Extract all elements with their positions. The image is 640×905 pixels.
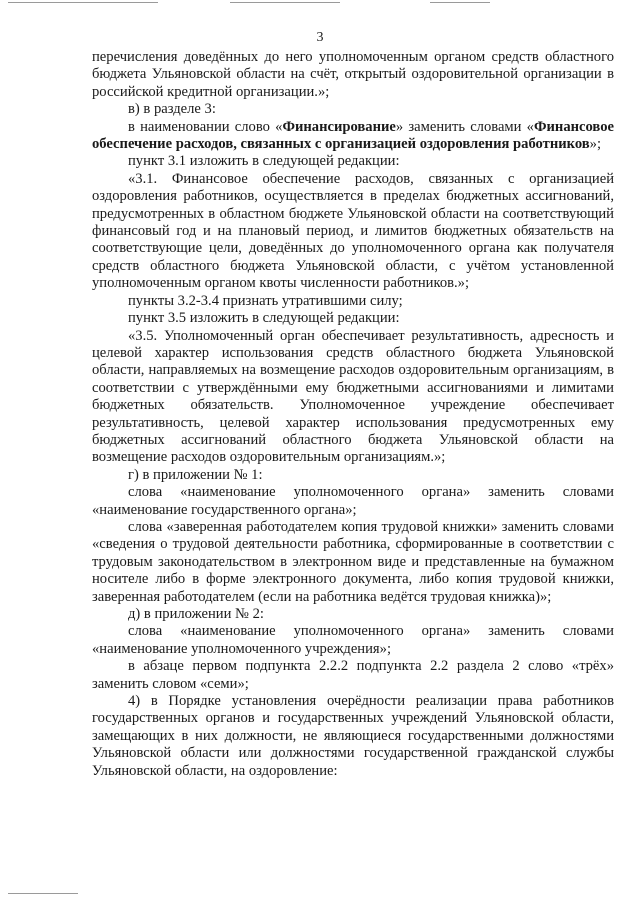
paragraph-11: слова «заверенная работодателем копия трудовой книжки» заменить словами «сведения о трудовой деятельности работника, сформированные в соответствии с трудовым законодательством в электронном виде и представленные на бумажном носителе либо в форме электронного документа, либо копия трудовой книжки, заверенная работодателем (если на работника ведётся трудовая книжка)»; (92, 518, 614, 605)
paragraph-8: «3.5. Уполномоченный орган обеспечивает результативность, адресность и целевой характер использования средств областного бюджета Ульяновской области, направляемых на возмещение расходов оздоровительным организациям, в соответствии с утверждёнными ему бюджетными ассигнованиями и лимитами бюджетных обязательств. Уполномоченное учреждение обеспечивает результативность, целевой характер использования предусмотренных ему бюджетных ассигнований областного бюджета Ульяновской области на возмещение расходов оздоровительным организациям.»; (92, 327, 614, 466)
paragraph-3-part-3: » заменить словами « (395, 118, 534, 135)
paragraph-10: слова «наименование уполномоченного органа» заменить словами «наименование государственного органа»; (92, 484, 614, 518)
paragraph-3-part-4: Финансовое обеспечение расходов, связанных с организацией оздоровления работников (92, 118, 614, 153)
paragraph-12: д) в приложении № 2: (128, 606, 264, 622)
paragraph-5: «3.1. Финансовое обеспечение расходов, связанных с организацией оздоровления работников, осуществляется в пределах бюджетных ассигнований, предусмотренных в областном бюджете Ульяновской области на соответствующий финансовый год и на плановый период, и лимитов бюджетных обязательств на соответствующие цели, доведённых до уполномоченного органа как получателя средств областного бюджета Ульяновской области, с учётом установленной уполномоченным органом квоты численности работников.»; (92, 170, 614, 292)
document-body (92, 49, 614, 780)
scan-artifact-top-mid (230, 2, 340, 3)
scan-artifact-top-left (8, 2, 158, 3)
paragraph-1: перечисления доведённых до него уполномоченным органом средств областного бюджета Ульяновской области на счёт, открытый оздоровительной организации в российской кредитной организации.»; (92, 49, 614, 100)
paragraph-15: 4) в Порядке установления очерёдности реализации права работников государственных органов и государственных учреждений Ульяновской области, замещающих в них должности, не являющиеся государственными должностями Ульяновской области или должностями государственной гражданской службы Ульяновской области, на оздоровление: (92, 693, 614, 779)
paragraph-4: пункт 3.1 изложить в следующей редакции: (128, 153, 400, 170)
scan-artifact-top-right (430, 2, 490, 3)
paragraph-9: г) в приложении № 1: (128, 466, 263, 483)
paragraph-14: в абзаце первом подпункта 2.2.2 подпункта 2.2 раздела 2 слово «трёх» заменить словом «семи»; (92, 658, 614, 692)
paragraph-3-part-5: »; (589, 136, 602, 153)
paragraph-7: пункт 3.5 изложить в следующей редакции: (128, 310, 400, 327)
scan-artifact-bottom-left (8, 893, 78, 894)
paragraph-3-part-1: в наименовании слово « (128, 118, 283, 135)
paragraph-3-part-2: Финансирование (282, 118, 396, 135)
paragraph-13: слова «наименование уполномоченного органа» заменить словами «наименование уполномоченного учреждения»; (92, 623, 614, 657)
paragraph-2: в) в разделе 3: (128, 101, 216, 118)
paragraph-6: пункты 3.2-3.4 признать утратившими силу; (128, 292, 403, 309)
paragraph-3 (92, 119, 614, 154)
page-number: 3 (316, 30, 324, 45)
